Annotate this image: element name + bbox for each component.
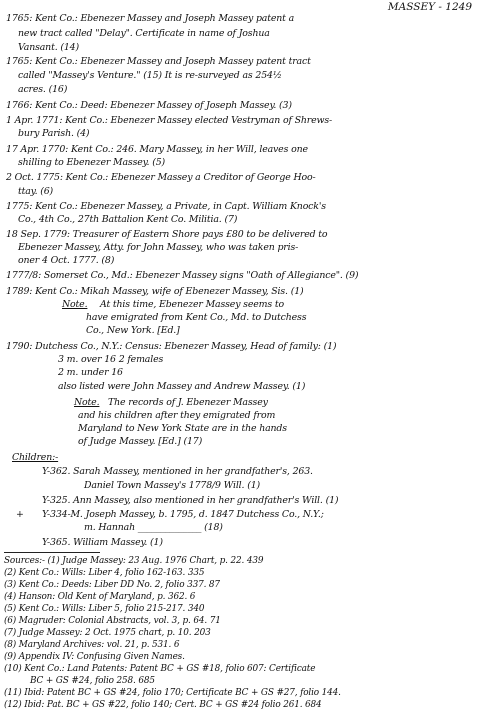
children-heading: Children:-: [12, 452, 59, 463]
entry-line: 1765: Kent Co.: Ebenezer Massey and Joseph Massey patent a: [6, 13, 295, 24]
section-divider: [4, 552, 100, 553]
source-line: (2) Kent Co.: Wills: Liber 4, folio 162-163. 335: [4, 568, 205, 578]
child-line: Y-325. Ann Massey, also mentioned in her grandfather's Will. (1): [42, 495, 339, 506]
source-line: BC + GS #24, folio 258. 685: [30, 676, 155, 686]
child-line: Y-365. William Massey. (1): [42, 537, 163, 548]
entry-line: Co., 4th Co., 27th Battalion Kent Co. Militia. (7): [18, 214, 238, 225]
note-label: Note.: [74, 397, 100, 408]
note-line: have emigrated from Kent Co., Md. to Dutchess: [86, 312, 307, 323]
child-line: Y-334-M. Joseph Massey, b. 1795, d. 1847 Dutchess Co., N.Y.;: [42, 509, 324, 520]
note-line: Maryland to New York State are in the hands: [78, 423, 287, 434]
source-line: (11) Ibid: Patent BC + GS #24, folio 170; Certificate BC + GS #27, folio 144.: [4, 688, 341, 698]
source-line: (5) Kent Co.: Wills: Liber 5, folio 215-217. 340: [4, 604, 205, 614]
source-line: (8) Maryland Archives: vol. 21, p. 531. 6: [4, 640, 180, 650]
note-line: of Judge Massey. [Ed.] (17): [78, 436, 203, 447]
note-line: Co., New York. [Ed.]: [86, 325, 180, 336]
entry-line: called "Massey's Venture." (15) It is re-surveyed as 254½: [18, 70, 282, 81]
entry-line: 2 Oct. 1775: Kent Co.: Ebenezer Massey a Creditor of George Hoo-: [6, 172, 316, 183]
source-line: Sources:- (1) Judge Massey: 23 Aug. 1976 Chart, p. 22. 439: [4, 556, 264, 566]
source-line: (3) Kent Co.: Deeds: Liber DD No. 2, folio 337. 87: [4, 580, 220, 590]
entry-line: Ebenezer Massey, Atty. for John Massey, who was taken pris-: [18, 242, 299, 253]
entry-line: 1777/8: Somerset Co., Md.: Ebenezer Massey signs "Oath of Allegiance". (9): [6, 270, 359, 281]
child-line: Daniel Town Massey's 1778/9 Will. (1): [84, 480, 261, 491]
note-line: The records of J. Ebenezer Massey: [108, 397, 268, 408]
source-line: (7) Judge Massey: 2 Oct. 1975 chart, p. 10. 203: [4, 628, 211, 638]
note-label: Note.: [62, 299, 88, 310]
source-line: (10) Kent Co.: Land Patents: Patent BC + GS #18, folio 607: Certificate: [4, 664, 316, 674]
entry-line: 1765: Kent Co.: Ebenezer Massey and Joseph Massey patent tract: [6, 56, 311, 67]
census-line: also listed were John Massey and Andrew Massey. (1): [58, 381, 306, 392]
entry-line: 1789: Kent Co.: Mikah Massey, wife of Ebenezer Massey, Sis. (1): [6, 286, 304, 297]
census-line: 2 m. under 16: [58, 367, 123, 378]
source-line: (6) Magruder: Colonial Abstracts, vol. 3, p. 64. 71: [4, 616, 221, 626]
entry-line: 18 Sep. 1779: Treasurer of Eastern Shore pays £80 to be delivered to: [6, 229, 328, 240]
source-line: (12) Ibid: Pat. BC + GS #22, folio 140; Cert. BC + GS #24 folio 261. 684: [4, 700, 322, 710]
entry-line: new tract called "Delay". Certificate in name of Joshua: [18, 28, 270, 39]
child-line: Y-362. Sarah Massey, mentioned in her grandfather's, 263.: [42, 466, 313, 477]
entry-line: 1766: Kent Co.: Deed: Ebenezer Massey of Joseph Massey. (3): [6, 100, 292, 111]
entry-line: Vansant. (14): [18, 42, 79, 53]
page-header: MASSEY - 1249: [387, 1, 472, 13]
census-line: 3 m. over 16 2 females: [58, 354, 164, 365]
census-line: 1790: Dutchess Co., N.Y.: Census: Ebenezer Massey, Head of family: (1): [6, 341, 337, 352]
note-line: At this time, Ebenezer Massey seems to: [100, 299, 284, 310]
entry-line: 17 Apr. 1770: Kent Co.: 246. Mary Massey, in her Will, leaves one: [6, 144, 308, 155]
plus-mark: +: [16, 509, 24, 520]
entry-line: 1 Apr. 1771: Kent Co.: Ebenezer Massey elected Vestryman of Shrews-: [6, 115, 333, 126]
child-line: m. Hannah ______________ (18): [84, 522, 223, 533]
entry-line: bury Parish. (4): [18, 128, 90, 139]
source-line: (4) Hanson: Old Kent of Maryland, p. 362. 6: [4, 592, 196, 602]
entry-line: 1775: Kent Co.: Ebenezer Massey, a Private, in Capt. William Knock's: [6, 201, 326, 212]
entry-line: ttay. (6): [18, 186, 54, 197]
entry-line: oner 4 Oct. 1777. (8): [18, 255, 115, 266]
entry-line: acres. (16): [18, 84, 68, 95]
source-line: (9) Appendix IV: Confusing Given Names.: [4, 652, 185, 662]
entry-line: shilling to Ebenezer Massey. (5): [18, 157, 166, 168]
note-line: and his children after they emigrated from: [78, 410, 276, 421]
